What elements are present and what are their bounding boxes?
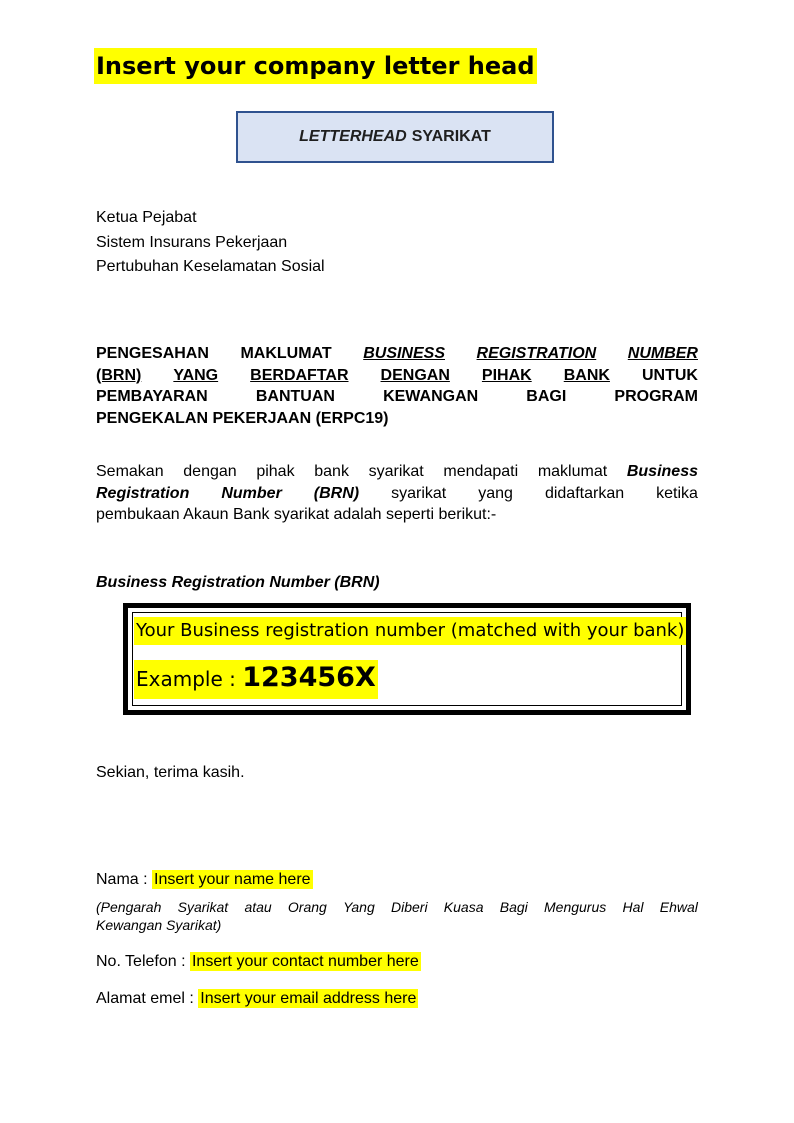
body-word: syarikat xyxy=(391,484,447,502)
brn-instruction: Your Business registration number (matched with your bank) xyxy=(134,617,686,645)
letterhead-label-italic: LETTERHEAD xyxy=(299,128,407,145)
signature-phone-row xyxy=(96,950,421,974)
email-label: Alamat emel : xyxy=(96,990,199,1007)
note-word: (Pengarah xyxy=(96,899,162,915)
closing-line: Sekian, terima kasih. xyxy=(96,764,245,781)
signature-name-row xyxy=(96,868,313,892)
note-word: Orang xyxy=(287,899,327,915)
phone-placeholder: Insert your contact number here xyxy=(191,953,419,970)
brn-example-label: Example : xyxy=(136,667,243,691)
note-word: Ehwal xyxy=(659,899,698,915)
note-word: Kuasa xyxy=(443,899,484,915)
brn-heading: Business Registration Number (BRN) xyxy=(96,574,380,591)
subject-line-3 xyxy=(96,386,698,408)
body-word: Business xyxy=(626,463,698,480)
subject-word: PENGESAHAN xyxy=(96,345,209,362)
company-letterhead-placeholder: Insert your company letter head xyxy=(94,48,537,84)
recipient-line: Sistem Insurans Pekerjaan xyxy=(96,233,288,251)
note-word: atau xyxy=(244,899,272,915)
signature-note xyxy=(96,898,698,934)
recipient-address xyxy=(96,206,325,280)
recipient-line: Ketua Pejabat xyxy=(96,209,197,226)
body-line-1 xyxy=(96,461,698,483)
subject-word: DENGAN xyxy=(380,366,450,384)
body-word: dengan xyxy=(183,463,237,480)
name-label: Nama : xyxy=(96,871,153,888)
body-word: pihak xyxy=(256,463,295,480)
note-word: Hal xyxy=(622,899,644,915)
letterhead-syarikat-box xyxy=(236,111,554,163)
subject-word: (BRN) xyxy=(96,366,142,384)
email-placeholder: Insert your email address here xyxy=(200,990,417,1007)
subject-word: BERDAFTAR xyxy=(250,366,349,384)
subject-word: BUSINESS xyxy=(363,345,445,362)
subject-word: MAKLUMAT xyxy=(240,345,332,362)
note-word: Bagi xyxy=(499,899,528,915)
body-word: syarikat xyxy=(368,463,424,480)
body-word: bank xyxy=(314,463,349,480)
body-word: maklumat xyxy=(537,463,608,480)
subject-word: UNTUK xyxy=(641,366,698,384)
subject-word: BAGI xyxy=(526,388,567,405)
subject-word: BANTUAN xyxy=(255,388,335,405)
note-word: Diberi xyxy=(390,899,428,915)
subject-word: YANG xyxy=(173,366,219,384)
body-paragraph xyxy=(96,461,698,526)
subject-word: REGISTRATION xyxy=(476,345,597,362)
body-word: (BRN) xyxy=(313,484,360,502)
signature-email-row xyxy=(96,987,418,1011)
body-line-3: pembukaan Akaun Bank syarikat adalah seperti berikut:- xyxy=(96,506,497,523)
note-line-2: Kewangan Syarikat) xyxy=(96,917,222,933)
name-placeholder: Insert your name here xyxy=(154,871,311,888)
phone-label: No. Telefon : xyxy=(96,953,190,970)
subject-word: PIHAK xyxy=(481,366,532,384)
body-word: ketika xyxy=(656,484,698,502)
recipient-line: Pertubuhan Keselamatan Sosial xyxy=(96,258,325,275)
body-word: mendapati xyxy=(443,463,519,480)
subject-line-1 xyxy=(96,343,698,365)
note-word: Syarikat xyxy=(177,899,229,915)
subject-word: PEMBAYARAN xyxy=(96,388,208,405)
subject-word: BANK xyxy=(563,366,610,384)
subject-word: KEWANGAN xyxy=(383,388,479,405)
note-line-1 xyxy=(96,898,698,916)
body-word: Semakan xyxy=(96,463,164,480)
note-word: Yang xyxy=(343,899,375,915)
body-word: didaftarkan xyxy=(544,484,625,502)
subject-word: PROGRAM xyxy=(614,388,698,405)
letterhead-label-normal: SYARIKAT xyxy=(411,128,491,145)
brn-example-value: 123456X xyxy=(242,662,376,693)
note-word: Mengurus xyxy=(544,899,607,915)
subject-line-4: PENGEKALAN PEKERJAAN (ERPC19) xyxy=(96,409,389,427)
subject-word: NUMBER xyxy=(627,345,698,362)
body-word: Registration xyxy=(96,484,190,502)
body-word: Number xyxy=(221,484,282,502)
body-line-2 xyxy=(96,483,698,505)
subject-line-2 xyxy=(96,365,698,387)
brn-example xyxy=(134,660,378,699)
body-word: yang xyxy=(478,484,513,502)
letter-subject xyxy=(96,343,698,429)
